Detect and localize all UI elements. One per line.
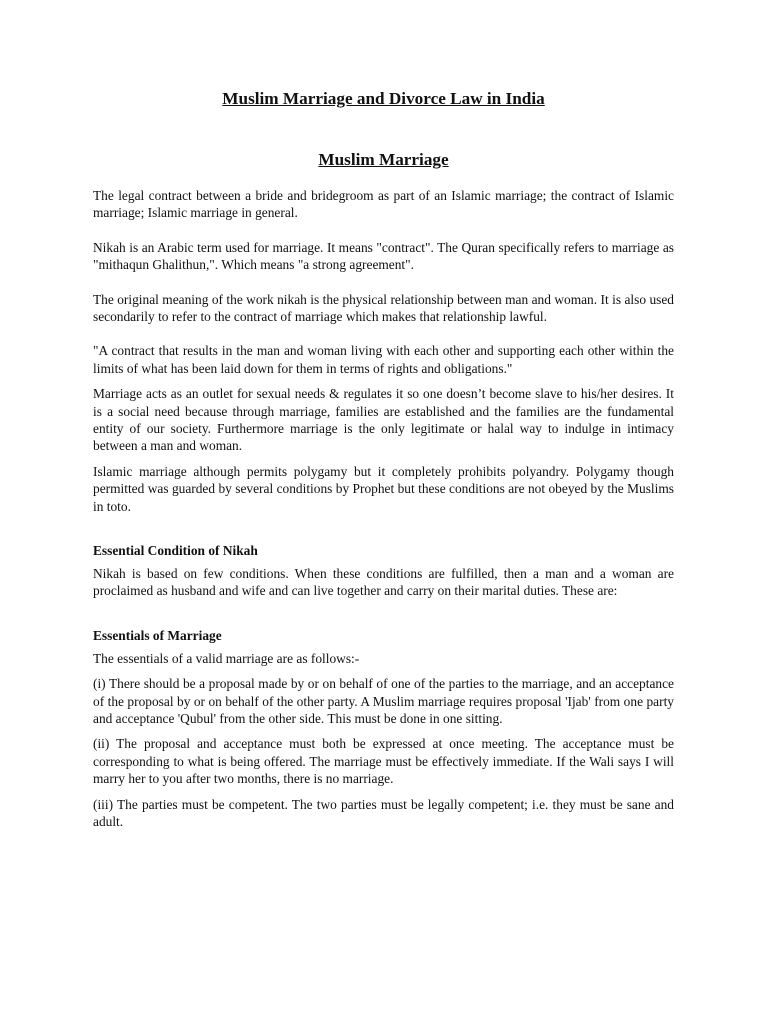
paragraph-original-meaning: The original meaning of the work nikah is the physical relationship between man and woman. It is also used secondarily to refer to the contract of marriage which makes that relationship lawful. bbox=[93, 291, 674, 325]
list-item-essential-2: (ii) The proposal and acceptance must both be expressed at once meeting. The acceptance must be corresponding to what is being offered. The marriage must be effectively immediate. If the Wali says I will marry her to you after two months, there is no marriage. bbox=[93, 736, 674, 787]
heading-essentials-of-marriage: Essentials of Marriage bbox=[93, 628, 222, 644]
paragraph-polygamy: Islamic marriage although permits polygamy but it completely prohibits polyandry. Polygamy though permitted was guarded by several conditions by Prophet but these conditions are not obeyed by the Muslims in toto. bbox=[93, 463, 674, 514]
list-item-essential-1: (i) There should be a proposal made by or on behalf of one of the parties to the marriage, and an acceptance of the proposal by or on behalf of the other party. A Muslim marriage requires proposal 'Ijab' from one party and acceptance 'Qubul' from the other side. This must be done in one sitting. bbox=[93, 676, 674, 726]
paragraph-marriage-purpose: Marriage acts as an outlet for sexual needs & regulates it so one doesn’t become slave to his/her desires. It is a social need because through marriage, families are established and the families are the fundamental entity of our society. Furthermore marriage is the only legitimate or halal way to indulge in intimacy between a man and woman. bbox=[93, 386, 674, 454]
paragraph-essentials-intro: The essentials of a valid marriage are as follows:- bbox=[93, 650, 360, 666]
paragraph-contract-quote: "A contract that results in the man and woman living with each other and supporting each other within the limits of what has been laid down for them in terms of rights and obligations." bbox=[93, 343, 674, 376]
paragraph-nikah-term: Nikah is an Arabic term used for marriage. It means "contract". The Quran specifically refers to marriage as "mithaqun Ghalithun,". Which means "a strong agreement". bbox=[93, 239, 674, 273]
section-title-muslim-marriage: Muslim Marriage bbox=[318, 150, 449, 169]
heading-essential-condition: Essential Condition of Nikah bbox=[93, 543, 258, 559]
paragraph-definition: The legal contract between a bride and bridegroom as part of an Islamic marriage; the contract of Islamic marriage; Islamic marriage in general. bbox=[93, 188, 674, 221]
list-item-essential-3: (iii) The parties must be competent. The two parties must be legally competent; i.e. they must be sane and adult. bbox=[93, 796, 674, 829]
document-title: Muslim Marriage and Divorce Law in India bbox=[222, 89, 545, 108]
paragraph-conditions: Nikah is based on few conditions. When these conditions are fulfilled, then a man and a woman are proclaimed as husband and wife and can live together and carry on their marital duties. These are: bbox=[93, 565, 674, 598]
